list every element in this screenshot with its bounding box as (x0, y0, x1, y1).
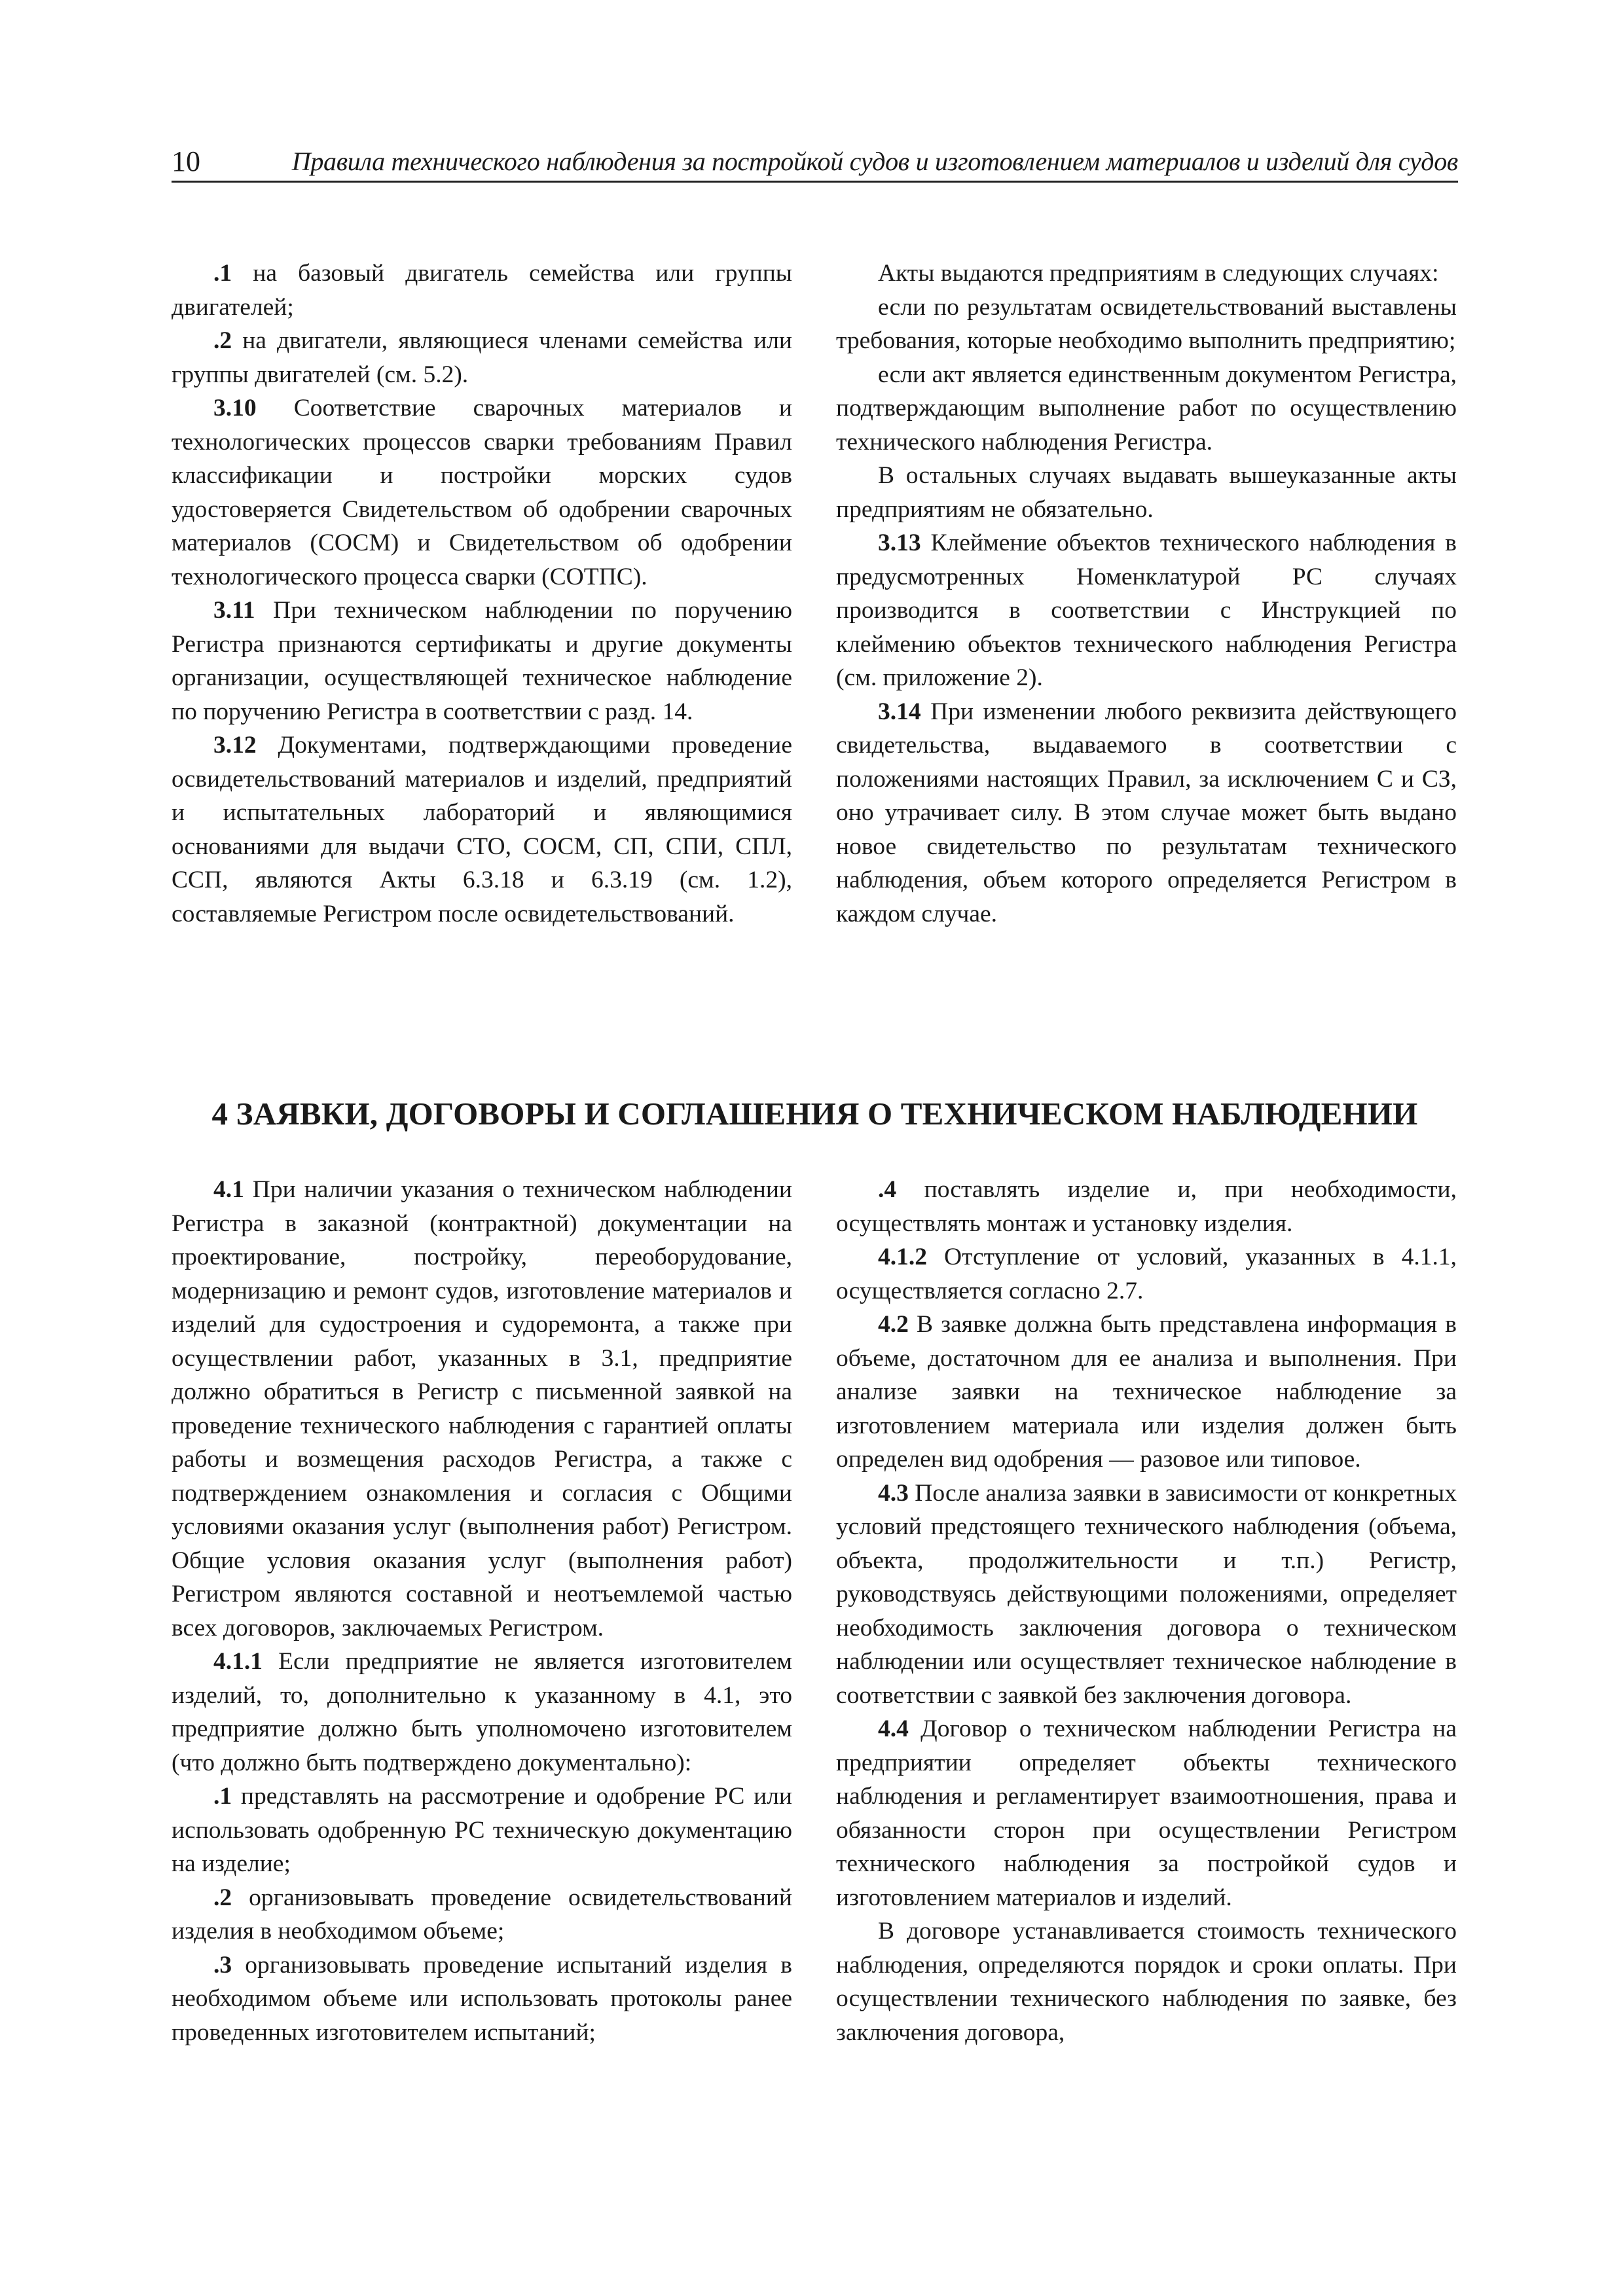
paragraph-text: После анализа заявки в зависимости от конкретных условий предстоящего технического наблюдения (объема, объекта, продолжительности и т.п.) Регистр, руководствуясь действующими положениями, определяет необходимость заключения договора о техническом наблюдении или осуществляет техническое наблюдение в соответствии с заявкой без заключения договора. (836, 1479, 1457, 1709)
page-header (172, 143, 1458, 183)
clause-number: 3.11 (213, 597, 255, 624)
paragraph-text: если акт является единственным документом Регистра, подтверждающим выполнение работ по осуществлению технического наблюдения Регистра. (836, 361, 1457, 456)
paragraph (836, 358, 1457, 459)
paragraph (172, 728, 792, 931)
paragraph (172, 1780, 792, 1881)
paragraph-text: на двигатели, являющиеся членами семейства или группы двигателей (см. 5.2). (172, 327, 792, 388)
clause-number: 4.3 (878, 1479, 909, 1507)
clause-number: 4.4 (878, 1715, 909, 1742)
clause-number: 3.12 (213, 732, 257, 759)
paragraph (836, 459, 1457, 526)
bottom-right-column (836, 1173, 1457, 2049)
paragraph (836, 1712, 1457, 1914)
clause-number: 3.13 (878, 529, 921, 556)
paragraph-text: Документами, подтверждающими проведение освидетельствований материалов и изделий, предприятий и испытательных лабораторий и являющимися основаниями для выдачи СТО, СОСМ, СП, СПИ, СПЛ, ССП, являются Акты 6.3.18 и 6.3.19 (см. 1.2), составляемые Регистром после освидетельствований. (172, 732, 792, 927)
clause-number: .2 (213, 327, 232, 354)
paragraph-text: поставлять изделие и, при необходимости, осуществлять монтаж и установку изделия. (836, 1176, 1457, 1237)
paragraph (836, 526, 1457, 695)
paragraph (836, 1477, 1457, 1713)
clause-number: 3.10 (213, 395, 257, 422)
paragraph-text: организовывать проведение освидетельствований изделия в необходимом объеме; (172, 1884, 792, 1945)
paragraph (836, 257, 1457, 291)
paragraph (172, 324, 792, 391)
paragraph-text: Клеймение объектов технического наблюдения в предусмотренных Номенклатурой РС случаях производится в соответствии с Инструкцией по клеймению объектов технического наблюдения Регистра (см. приложение 2). (836, 529, 1457, 691)
bottom-left-column (172, 1173, 792, 2049)
clause-number: .2 (213, 1884, 232, 1911)
paragraph (836, 1914, 1457, 2049)
paragraph-text: При техническом наблюдении по поручению Регистра признаются сертификаты и другие документы организации, осуществляющей техническое наблюдение по поручению Регистра в соответствии с разд. 14. (172, 597, 792, 725)
clause-number: .1 (213, 260, 232, 287)
top-right-column (836, 257, 1457, 931)
paragraph-text: Акты выдаются предприятиям в следующих случаях: (878, 260, 1439, 287)
paragraph (172, 391, 792, 594)
paragraph-text: если по результатам освидетельствований выставлены требования, которые необходимо выполнить предприятию; (836, 293, 1457, 354)
running-title: Правила технического наблюдения за постройкой судов и изготовлением материалов и изделий для судов (291, 147, 1458, 176)
paragraph (836, 1308, 1457, 1477)
clause-number: 4.1 (213, 1176, 244, 1203)
paragraph-text: Договор о техническом наблюдении Регистра на предприятии определяет объекты технического наблюдения и регламентирует взаимоотношения, права и обязанности сторон при осуществлении Регистром технического наблюдения за постройкой судов и изготовлением материалов и изделий. (836, 1715, 1457, 1911)
clause-number: .1 (213, 1783, 232, 1810)
paragraph (172, 1881, 792, 1948)
paragraph-text: Соответствие сварочных материалов и технологических процессов сварки требованиям Правил классификации и постройки морских судов удостоверяется Свидетельством об одобрении сварочных материалов (СОСМ) и Свидетельством об одобрении технологического процесса сварки (СОТПС). (172, 395, 792, 590)
paragraph (836, 1173, 1457, 1240)
paragraph-text: При изменении любого реквизита действующего свидетельства, выдаваемого в соответствии с положениями настоящих Правил, за исключением С и СЗ, оно утрачивает силу. В этом случае может быть выдано новое свидетельство по результатам технического наблюдения, объем которого определяется Регистром в каждом случае. (836, 698, 1457, 927)
clause-number: 4.1.2 (878, 1244, 927, 1270)
section-title: 4 ЗАЯВКИ, ДОГОВОРЫ И СОГЛАШЕНИЯ О ТЕХНИЧЕСКОМ НАБЛЮДЕНИИ (211, 1096, 1418, 1132)
paragraph (172, 594, 792, 728)
paragraph (836, 1240, 1457, 1308)
paragraph (172, 1948, 792, 2050)
paragraph-text: представлять на рассмотрение и одобрение РС или использовать одобренную РС техническую документацию на изделие; (172, 1783, 792, 1877)
paragraph (836, 291, 1457, 358)
paragraph-text: на базовый двигатель семейства или группы двигателей; (172, 260, 792, 321)
paragraph (172, 257, 792, 324)
paragraph (836, 695, 1457, 931)
paragraph-text: Если предприятие не является изготовителем изделий, то, дополнительно к указанному в 4.1, это предприятие должно быть уполномочено изготовителем (что должно быть подтверждено документально): (172, 1648, 792, 1776)
paragraph-text: В остальных случаях выдавать вышеуказанные акты предприятиям не обязательно. (836, 462, 1457, 523)
clause-number: 4.2 (878, 1311, 909, 1338)
paragraph-text: В договоре устанавливается стоимость технического наблюдения, определяются порядок и сроки оплаты. При осуществлении технического наблюдения по заявке, без заключения договора, (836, 1918, 1457, 2046)
paragraph-text: В заявке должна быть представлена информация в объеме, достаточном для ее анализа и выполнения. При анализе заявки на техническое наблюдение за изготовлением материала или изделия должен быть определен вид одобрения — разовое или типовое. (836, 1311, 1457, 1473)
paragraph (172, 1173, 792, 1645)
clause-number: 3.14 (878, 698, 921, 725)
page-number: 10 (172, 145, 200, 177)
clause-number: 4.1.1 (213, 1648, 263, 1675)
clause-number: .3 (213, 1951, 232, 1979)
paragraph (172, 1645, 792, 1780)
paragraph-text: организовывать проведение испытаний изделия в необходимом объеме или использовать протоколы ранее проведенных изготовителем испытаний; (172, 1951, 792, 2046)
paragraph-text: Отступление от условий, указанных в 4.1.1, осуществляется согласно 2.7. (836, 1244, 1457, 1304)
top-left-column (172, 257, 792, 931)
clause-number: .4 (878, 1176, 897, 1203)
paragraph-text: При наличии указания о техническом наблюдении Регистра в заказной (контрактной) документации на проектирование, постройку, переоборудование, модернизацию и ремонт судов, изготовление материалов и изделий для судостроения и судоремонта, а также при осуществлении работ, указанных в 3.1, предприятие должно обратиться в Регистр с письменной заявкой на проведение технического наблюдения с гарантией оплаты работы и возмещения расходов Регистра, а также с подтверждением ознакомления и согласия с Общими условиями оказания услуг (выполнения работ) Регистром. Общие условия оказания услуг (выполнения работ) Регистром являются составной и неотъемлемой частью всех договоров, заключаемых Регистром. (172, 1176, 792, 1641)
